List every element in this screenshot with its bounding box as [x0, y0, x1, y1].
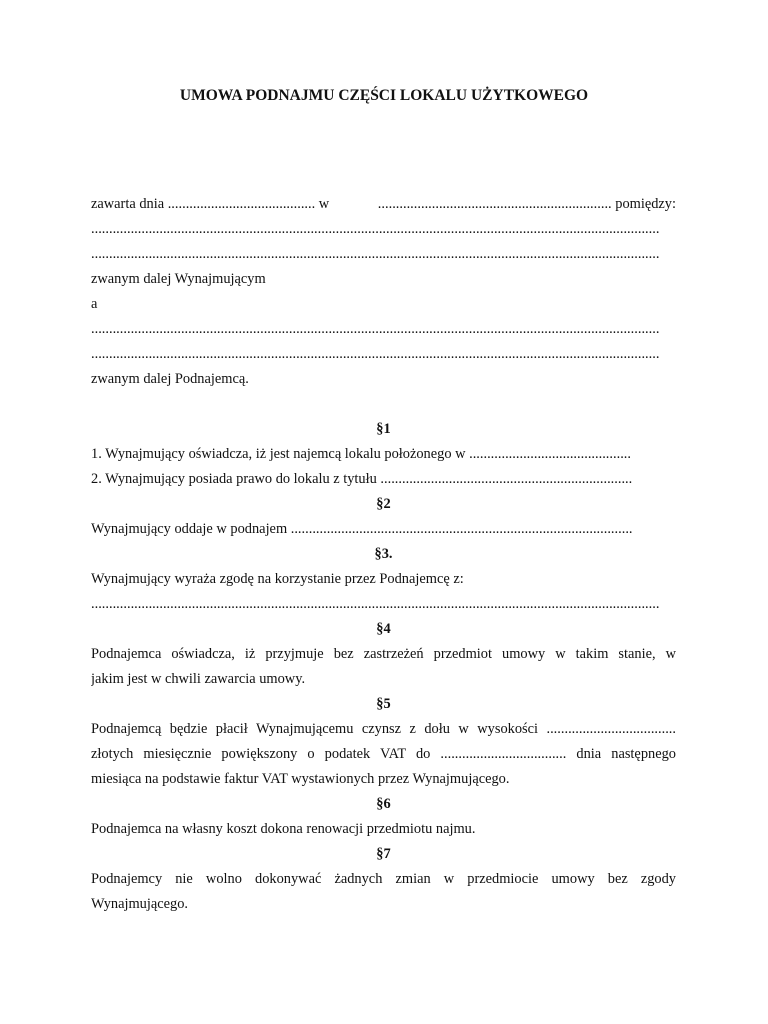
section-text-line: Wynajmujący oddaje w podnajem ...............................................................................................: [91, 521, 633, 537]
section-heading: §3.: [374, 546, 393, 562]
section-text-line: Podnajemcą będzie płacił Wynajmującemu czynsz z dołu w wysokości ....................................: [91, 721, 676, 737]
section-text-line: 2. Wynajmujący posiada prawo do lokalu z tytułu ......................................................................: [91, 471, 633, 487]
blank-line: ..............................................................................................................................................................: [91, 221, 660, 237]
document-title: UMOWA PODNAJMU CZĘŚCI LOKALU UŻYTKOWEGO: [179, 87, 589, 104]
section-text-line: Podnajemca oświadcza, iż przyjmuje bez zastrzeżeń przedmiot umowy w takim stanie, w: [91, 646, 676, 662]
section-heading: §6: [376, 796, 391, 812]
section-text-line: miesiąca na podstawie faktur VAT wystawionych przez Wynajmującego.: [91, 771, 510, 787]
landlord-label: zwanym dalej Wynajmującym: [91, 271, 266, 287]
section-text-line: Wynajmującego.: [91, 896, 189, 912]
tenant-label: zwanym dalej Podnajemcą.: [91, 371, 249, 387]
section-heading: §1: [376, 421, 391, 437]
blank-line: ..............................................................................................................................................................: [91, 596, 660, 612]
contract-date-place-line: [91, 192, 676, 217]
section-heading: §4: [376, 621, 391, 637]
section-heading: §5: [376, 696, 391, 712]
contract-body: [91, 192, 676, 917]
section-text-line: Podnajemca na własny koszt dokona renowacji przedmiotu najmu.: [91, 821, 476, 837]
blank-line: ..............................................................................................................................................................: [91, 246, 660, 262]
blank-line: ..............................................................................................................................................................: [91, 321, 660, 337]
section-text-line: jakim jest w chwili zawarcia umowy.: [91, 671, 306, 687]
blank-line: ..............................................................................................................................................................: [91, 346, 660, 362]
section-heading: §7: [376, 846, 391, 862]
date-field-text: zawarta dnia ......................................... w: [91, 196, 330, 212]
section-text-line: Wynajmujący wyraża zgodę na korzystanie przez Podnajemcę z:: [91, 571, 464, 587]
section-text-line: złotych miesięcznie powiększony o podatek VAT do ................................... dnia następnego: [91, 746, 676, 762]
spacer: [91, 392, 676, 417]
section-text-line: 1. Wynajmujący oświadcza, iż jest najemcą lokalu położonego w .............................................: [91, 446, 631, 462]
section-text-line: Podnajemcy nie wolno dokonywać żadnych zmian w przedmiocie umowy bez zgody: [91, 871, 676, 887]
place-field-text: ................................................................. pomiędzy:: [377, 196, 676, 212]
and-word: a: [91, 296, 98, 312]
section-heading: §2: [376, 496, 391, 512]
